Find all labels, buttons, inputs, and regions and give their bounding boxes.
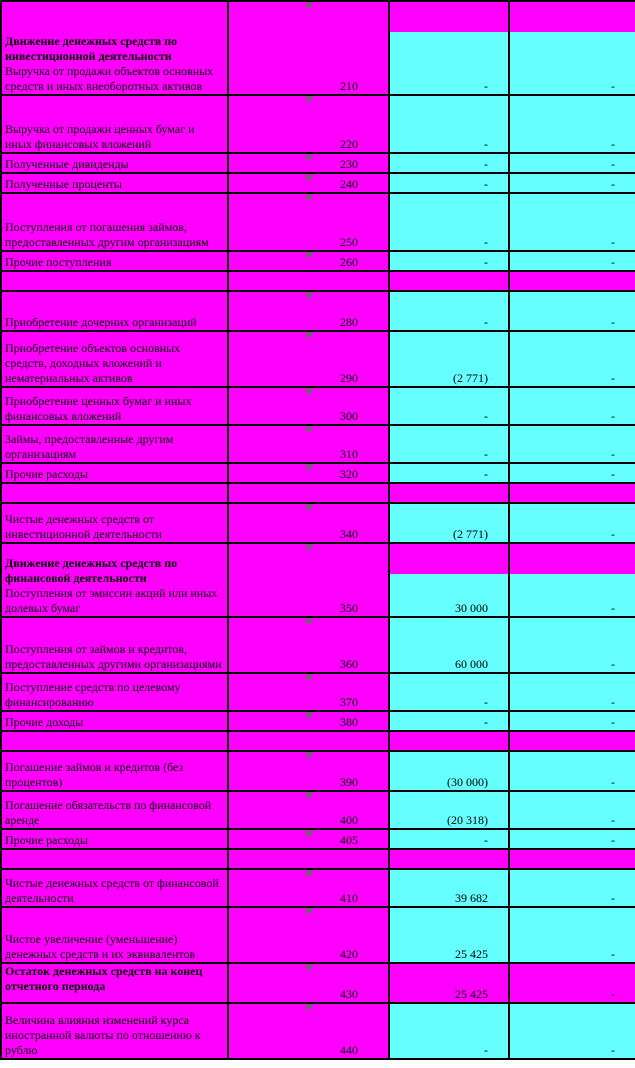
row-label: Погашение обязательств по финансовой аренде (1, 791, 228, 829)
value-previous: - (509, 907, 635, 963)
value-current: - (389, 829, 509, 849)
row-code: 440 (228, 1003, 389, 1059)
value-previous: - (509, 751, 635, 791)
row-code: 360 (228, 617, 389, 673)
row-code: 310 (228, 425, 389, 463)
table-row (1, 153, 635, 173)
row-code: 300 (228, 387, 389, 425)
value-current: - (389, 711, 509, 731)
table-row (1, 869, 635, 907)
row-label (1, 1, 228, 95)
table-row (1, 963, 635, 1003)
value-previous (509, 1, 635, 95)
row-label: Прочие доходы (1, 711, 228, 731)
row-label: Прочие расходы (1, 463, 228, 483)
value-previous: - (509, 425, 635, 463)
value-current: - (389, 673, 509, 711)
row-label: Поступления от погашения займов, предоставленных другим организациям (1, 193, 228, 251)
blank-cell (389, 483, 509, 503)
value-current: (2 771) (389, 503, 509, 543)
value-current (389, 543, 509, 617)
row-code: 250 (228, 193, 389, 251)
value-previous: - (509, 153, 635, 173)
value-previous: - (509, 617, 635, 673)
value-previous: - (509, 869, 635, 907)
row-code: 350 (228, 543, 389, 617)
value-previous: - (509, 331, 635, 387)
value-current-text: - (484, 79, 488, 93)
blank-cell (509, 731, 635, 751)
value-current: - (389, 291, 509, 331)
row-code: 410 (228, 869, 389, 907)
value-previous: - (509, 963, 635, 1003)
table-row (1, 425, 635, 463)
row-label (1, 543, 228, 617)
table-row (1, 829, 635, 849)
table-row (1, 95, 635, 153)
row-code: 390 (228, 751, 389, 791)
comment-marker-icon (307, 505, 313, 511)
blank-cell (389, 271, 509, 291)
value-previous: - (509, 791, 635, 829)
row-label: Поступление средств по целевому финансированию (1, 673, 228, 711)
table-row (1, 251, 635, 271)
row-label-text: Поступления от эмиссии акций или иных долевых бумаг (5, 586, 218, 615)
blank-cell (1, 731, 228, 751)
section-heading: Движение денежных средств по финансовой деятельности (2, 556, 227, 586)
table-row (1, 751, 635, 791)
value-previous: - (509, 829, 635, 849)
value-previous: - (509, 387, 635, 425)
table-row (1, 291, 635, 331)
comment-marker-icon (307, 333, 313, 339)
row-code: 320 (228, 463, 389, 483)
comment-marker-icon (307, 155, 313, 161)
row-label: Чистые денежных средств от финансовой деятельности (1, 869, 228, 907)
blank-cell (1, 849, 228, 869)
row-label: Поступления от займов и кредитов, предоставленных другими организациями (1, 617, 228, 673)
comment-marker-icon (307, 253, 313, 259)
row-label: Прочие поступления (1, 251, 228, 271)
table-row (1, 1003, 635, 1059)
row-code: 370 (228, 673, 389, 711)
table-row (1, 617, 635, 673)
value-current: - (389, 387, 509, 425)
row-code: 420 (228, 907, 389, 963)
row-label: Полученные дивиденды (1, 153, 228, 173)
table-row (1, 387, 635, 425)
value-previous: - (509, 503, 635, 543)
comment-marker-icon (307, 389, 313, 395)
row-code: 260 (228, 251, 389, 271)
value-current: - (389, 193, 509, 251)
table-row (1, 711, 635, 731)
blank-cell (228, 731, 389, 751)
row-label: Приобретение объектов основных средств, доходных вложений и нематериальных активов (1, 331, 228, 387)
blank-cell (1, 483, 228, 503)
value-current: 39 682 (389, 869, 509, 907)
blank-cell (228, 483, 389, 503)
comment-marker-icon (307, 1005, 313, 1011)
comment-marker-icon (307, 753, 313, 759)
comment-marker-icon (307, 3, 313, 9)
row-label: Чистые денежных средств от инвестиционной деятельности (1, 503, 228, 543)
value-previous: - (509, 673, 635, 711)
row-code: 230 (228, 153, 389, 173)
value-current: (2 771) (389, 331, 509, 387)
row-label: Выручка от продажи ценных бумаг и иных финансовых вложений (1, 95, 228, 153)
value-previous: - (509, 1003, 635, 1059)
value-previous-text: - (611, 601, 615, 615)
table-row (1, 673, 635, 711)
table-row (1, 791, 635, 829)
table-row (1, 543, 635, 617)
value-current-text: 30 000 (455, 601, 488, 615)
comment-marker-icon (307, 427, 313, 433)
blank-cell (509, 271, 635, 291)
value-previous: - (509, 193, 635, 251)
value-current: - (389, 95, 509, 153)
blank-cell (509, 483, 635, 503)
comment-marker-icon (307, 97, 313, 103)
row-label: Погашение займов и кредитов (без процентов) (1, 751, 228, 791)
table-row (1, 271, 635, 291)
comment-marker-icon (307, 465, 313, 471)
comment-marker-icon (307, 793, 313, 799)
value-previous: - (509, 463, 635, 483)
table-row (1, 331, 635, 387)
value-previous (509, 543, 635, 617)
comment-marker-icon (307, 675, 313, 681)
table-row (1, 731, 635, 751)
row-code: 210 (228, 1, 389, 95)
table-row (1, 503, 635, 543)
value-current: - (389, 1003, 509, 1059)
comment-marker-icon (307, 293, 313, 299)
row-label: Величина влияния изменений курса иностранной валюты по отношению к рублю (1, 1003, 228, 1059)
blank-cell (389, 849, 509, 869)
row-code: 405 (228, 829, 389, 849)
value-current: - (389, 153, 509, 173)
table-row (1, 193, 635, 251)
blank-cell (228, 849, 389, 869)
row-code: 220 (228, 95, 389, 153)
row-label: Остаток денежных средств на конец отчетного периода (1, 963, 228, 1003)
row-label: Прочие расходы (1, 829, 228, 849)
table-row (1, 1, 635, 95)
row-label-text: Выручка от продажи объектов основных средств и иных внеоборотных активов (5, 64, 214, 93)
row-code: 290 (228, 331, 389, 387)
value-previous: - (509, 711, 635, 731)
table-row (1, 849, 635, 869)
comment-marker-icon (307, 831, 313, 837)
value-previous-text: - (611, 79, 615, 93)
row-code: 430 (228, 963, 389, 1003)
blank-cell (389, 731, 509, 751)
value-current: - (389, 463, 509, 483)
table-row (1, 463, 635, 483)
value-current: 25 425 (389, 963, 509, 1003)
row-label: Приобретение ценных бумаг и иных финансовых вложений (1, 387, 228, 425)
row-code: 380 (228, 711, 389, 731)
row-label: Полученные проценты (1, 173, 228, 193)
row-label: Займы, предоставленные другим организациям (1, 425, 228, 463)
row-code: 400 (228, 791, 389, 829)
blank-cell (1, 271, 228, 291)
comment-marker-icon (307, 713, 313, 719)
value-current: 25 425 (389, 907, 509, 963)
value-current: - (389, 425, 509, 463)
blank-cell (509, 849, 635, 869)
comment-marker-icon (307, 195, 313, 201)
comment-marker-icon (307, 871, 313, 877)
value-current: 60 000 (389, 617, 509, 673)
comment-marker-icon (307, 965, 313, 971)
value-current (389, 1, 509, 95)
row-code: 280 (228, 291, 389, 331)
comment-marker-icon (307, 619, 313, 625)
table-row (1, 173, 635, 193)
row-label: Чистое увеличение (уменьшение) денежных средств и их эквивалентов (1, 907, 228, 963)
row-code: 340 (228, 503, 389, 543)
comment-marker-icon (307, 545, 313, 551)
row-code: 240 (228, 173, 389, 193)
cash-flow-table-body (1, 1, 635, 1059)
value-current: (20 318) (389, 791, 509, 829)
value-previous: - (509, 291, 635, 331)
table-row (1, 483, 635, 503)
table-row (1, 907, 635, 963)
comment-marker-icon (307, 909, 313, 915)
value-current: (30 000) (389, 751, 509, 791)
value-current: - (389, 251, 509, 271)
comment-marker-icon (307, 175, 313, 181)
value-previous: - (509, 95, 635, 153)
blank-cell (228, 271, 389, 291)
section-heading: Движение денежных средств по инвестиционной деятельности (2, 34, 227, 64)
value-previous: - (509, 173, 635, 193)
value-previous: - (509, 251, 635, 271)
value-current: - (389, 173, 509, 193)
row-label: Приобретение дочерних организаций (1, 291, 228, 331)
